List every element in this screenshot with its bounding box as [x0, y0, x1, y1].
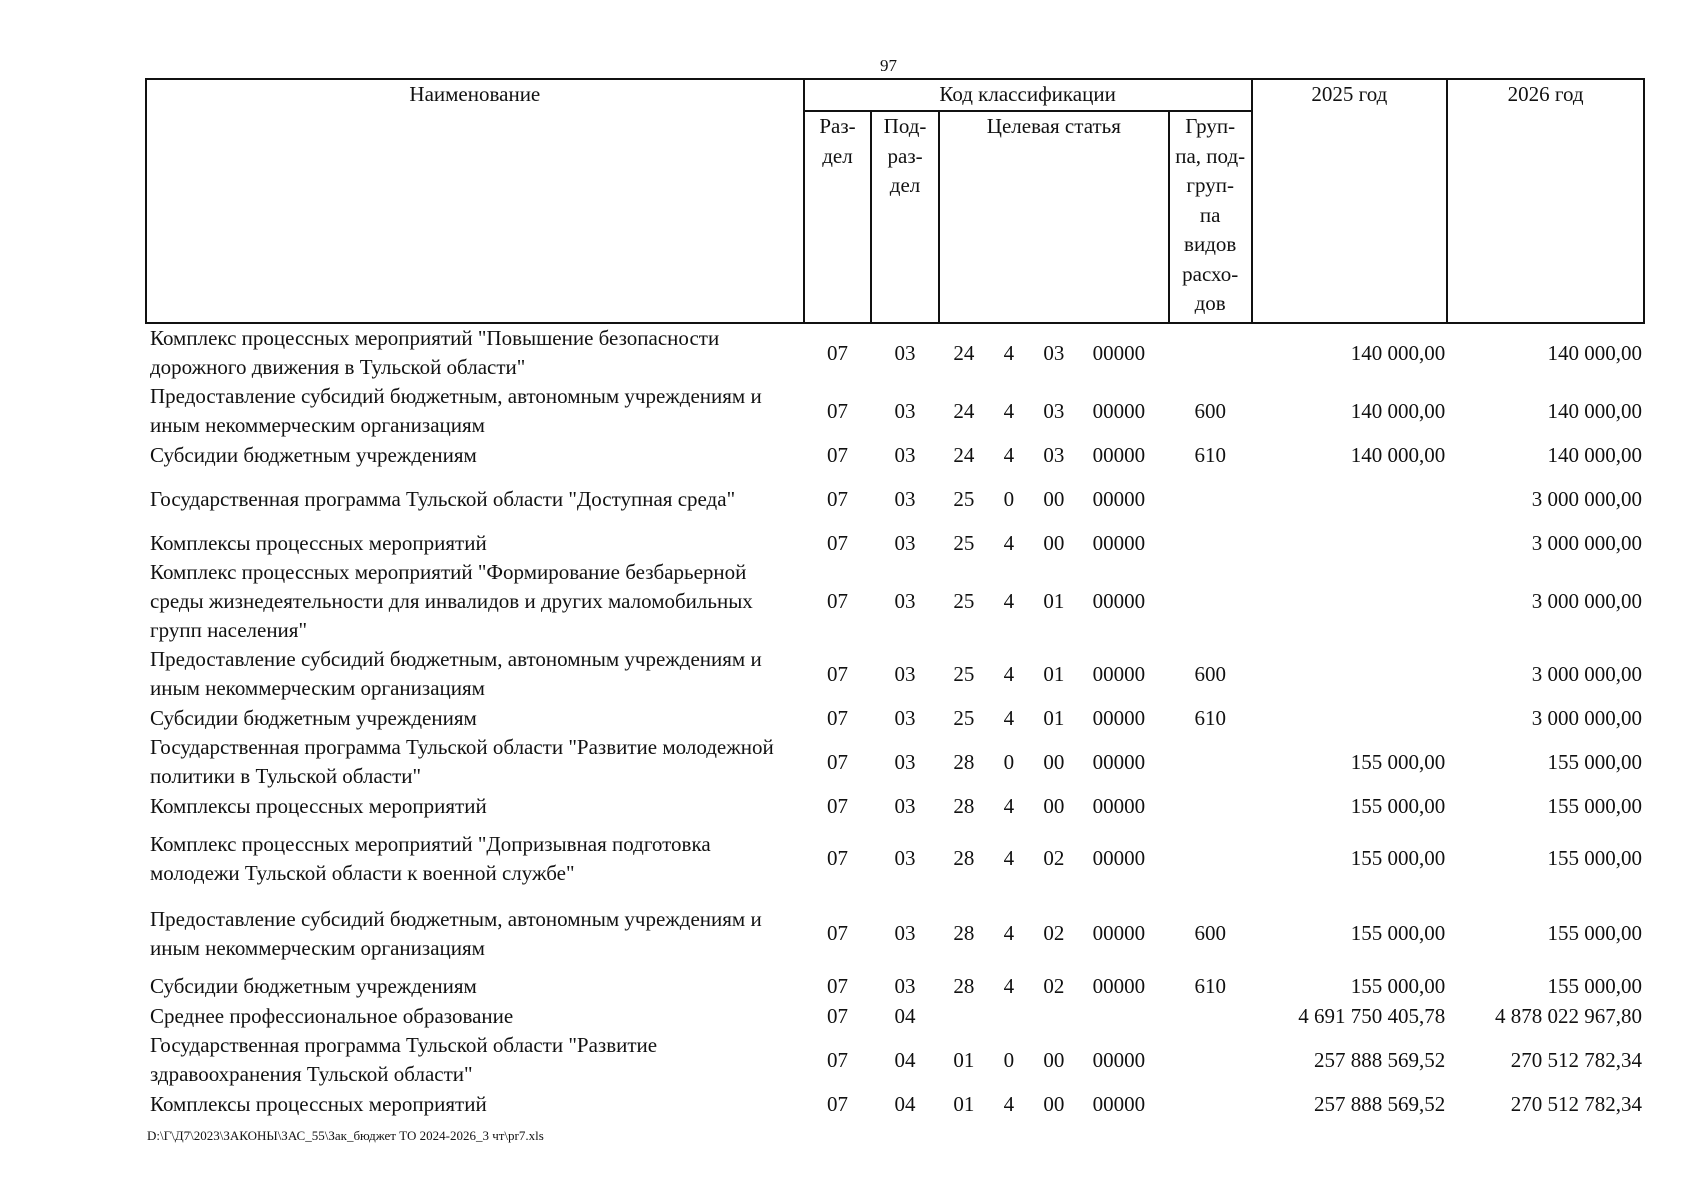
- target-article-part: 0: [1003, 749, 1015, 774]
- row-section: 07: [826, 589, 848, 613]
- row-section: 07: [826, 340, 848, 365]
- row-subsection: 03: [894, 442, 916, 467]
- target-article-part: 28: [953, 846, 975, 870]
- row-amount-2026: 3 000 000,00: [1531, 661, 1642, 686]
- row-target-article: [939, 791, 1169, 821]
- target-article-part: 00000: [1092, 1047, 1146, 1072]
- row-expense-group: [1169, 470, 1252, 528]
- row-expense-group: [1169, 558, 1252, 645]
- row-name: Государственная программа Тульской области "Развитие молодежной политики в Тульской области": [150, 735, 774, 788]
- row-amount-2026: 4 878 022 967,80: [1495, 1003, 1642, 1028]
- row-subsection: 03: [894, 705, 916, 730]
- table-row: [146, 323, 1644, 382]
- target-article-part: 28: [953, 749, 975, 774]
- target-article-part: 28: [953, 973, 975, 998]
- target-article-part: 00: [1043, 530, 1065, 555]
- row-target-article: [939, 528, 1169, 558]
- row-name: Предоставление субсидий бюджетным, автономным учреждениям и иным некоммерческим организациям: [150, 906, 762, 960]
- row-name: Комплексы процессных мероприятий: [150, 1091, 487, 1116]
- row-expense-group: [1169, 323, 1252, 382]
- row-amount-2026: 155 000,00: [1547, 749, 1642, 774]
- row-amount-2025: 257 888 569,52: [1313, 1047, 1446, 1072]
- row-target-article: [939, 440, 1169, 470]
- page-number: 97: [880, 56, 897, 75]
- header-expense-group-label: Груп- па, под- груп- па видов расхо- дов: [1175, 114, 1246, 315]
- row-amount-2026: 140 000,00: [1547, 398, 1642, 423]
- target-article-part: 03: [1043, 442, 1065, 467]
- table-row: [146, 440, 1644, 470]
- table-row: [146, 896, 1644, 971]
- row-subsection: 03: [894, 340, 916, 365]
- target-article-part: 01: [1043, 661, 1065, 686]
- row-expense-group: 600: [1194, 661, 1226, 686]
- row-subsection: 04: [894, 1003, 916, 1028]
- target-article-part: 28: [953, 921, 975, 945]
- row-amount-2026: 3 000 000,00: [1531, 589, 1642, 613]
- row-section: 07: [826, 973, 848, 998]
- target-article-part: 4: [1003, 793, 1015, 818]
- target-article-part: 4: [1003, 973, 1015, 998]
- row-name: Субсидии бюджетным учреждениям: [150, 442, 477, 467]
- row-amount-2025: 155 000,00: [1350, 749, 1446, 774]
- table-row: [146, 645, 1644, 703]
- target-article-part: 00: [1043, 1091, 1065, 1116]
- row-section: 07: [826, 442, 848, 467]
- table-row: [146, 558, 1644, 645]
- row-target-article: [939, 1031, 1169, 1089]
- header-year-2026: 2026 год: [1447, 79, 1644, 323]
- row-section: 07: [826, 661, 848, 686]
- target-article-part: 24: [953, 340, 975, 365]
- row-target-article: [939, 470, 1169, 528]
- target-article-part: 25: [953, 661, 975, 686]
- row-expense-group: 610: [1194, 973, 1226, 998]
- row-name: Субсидии бюджетным учреждениям: [150, 705, 477, 730]
- row-subsection: 03: [894, 973, 916, 998]
- target-article-part: 00000: [1092, 973, 1146, 998]
- row-name: Предоставление субсидий бюджетным, автономным учреждениям и иным некоммерческим организациям: [150, 384, 762, 437]
- row-subsection: 03: [894, 921, 916, 945]
- budget-table: [145, 78, 1645, 1119]
- target-article-part: 4: [1003, 705, 1015, 730]
- row-amount-2025: 140 000,00: [1350, 398, 1446, 423]
- header-subsection-label: Под- раз- дел: [883, 114, 927, 197]
- header-year-2025: 2025 год: [1252, 79, 1448, 323]
- row-subsection: 03: [894, 486, 916, 511]
- header-section-label: Раз- дел: [819, 114, 856, 168]
- target-article-part: 00: [1043, 749, 1065, 774]
- row-subsection: 03: [894, 661, 916, 686]
- header-subsection: [871, 111, 939, 323]
- target-article-part: 00000: [1092, 340, 1146, 365]
- row-section: 07: [826, 793, 848, 818]
- row-section: 07: [826, 486, 848, 511]
- row-target-article: [939, 703, 1169, 733]
- table-row: [146, 703, 1644, 733]
- row-target-article: [939, 382, 1169, 440]
- target-article-part: 00: [1043, 486, 1065, 511]
- row-amount-2025: [1252, 470, 1448, 528]
- row-section: 07: [826, 921, 848, 945]
- target-article-part: 01: [1043, 589, 1065, 613]
- row-expense-group: [1169, 733, 1252, 791]
- row-amount-2025: 4 691 750 405,78: [1298, 1003, 1446, 1028]
- row-subsection: 03: [894, 398, 916, 423]
- table-row: [146, 821, 1644, 896]
- row-target-article: [939, 558, 1169, 645]
- target-article-part: 0: [1003, 486, 1015, 511]
- header-target-article: Целевая статья: [939, 111, 1169, 323]
- row-target-article: [939, 821, 1169, 896]
- table-header: [146, 79, 1644, 323]
- row-expense-group: 600: [1194, 921, 1226, 945]
- row-target-article: [939, 896, 1169, 971]
- target-article-part: 00000: [1092, 486, 1146, 511]
- target-article-part: 00000: [1092, 661, 1146, 686]
- target-article-part: 4: [1003, 530, 1015, 555]
- target-article-part: 02: [1043, 846, 1065, 870]
- target-article-part: 00000: [1092, 793, 1146, 818]
- row-section: 07: [826, 1091, 848, 1116]
- row-amount-2025: 155 000,00: [1350, 973, 1446, 998]
- target-article-part: 00000: [1092, 589, 1146, 613]
- target-article-part: 01: [1043, 705, 1065, 730]
- row-amount-2025: [1252, 645, 1448, 703]
- header-section: [804, 111, 872, 323]
- row-subsection: 03: [894, 530, 916, 555]
- row-amount-2026: 155 000,00: [1547, 921, 1642, 945]
- target-article-part: 01: [953, 1047, 975, 1072]
- table-row: [146, 791, 1644, 821]
- row-expense-group: [1169, 1089, 1252, 1119]
- table-row: [146, 528, 1644, 558]
- row-amount-2025: 257 888 569,52: [1313, 1091, 1446, 1116]
- row-subsection: 04: [894, 1091, 916, 1116]
- target-article-part: 24: [953, 398, 975, 423]
- row-name: Среднее профессиональное образование: [150, 1003, 514, 1028]
- row-amount-2026: 270 512 782,34: [1510, 1047, 1642, 1072]
- target-article-part: 00000: [1092, 705, 1146, 730]
- target-article-part: 00000: [1092, 749, 1146, 774]
- target-article-part: 28: [953, 793, 975, 818]
- row-section: 07: [826, 398, 848, 423]
- row-name: Государственная программа Тульской области "Доступная среда": [150, 486, 736, 511]
- table-row: [146, 971, 1644, 1001]
- header-name: Наименование: [146, 79, 804, 323]
- row-expense-group: [1169, 821, 1252, 896]
- target-article-part: 4: [1003, 661, 1015, 686]
- target-article-part: 4: [1003, 846, 1015, 870]
- row-expense-group: [1169, 791, 1252, 821]
- target-article-part: 25: [953, 705, 975, 730]
- row-amount-2025: 140 000,00: [1350, 442, 1446, 467]
- row-expense-group: 600: [1194, 398, 1226, 423]
- row-expense-group: [1169, 1001, 1252, 1031]
- row-expense-group: [1169, 528, 1252, 558]
- target-article-part: 00000: [1092, 530, 1146, 555]
- row-section: 07: [826, 846, 848, 870]
- row-expense-group: [1169, 1031, 1252, 1089]
- table-row: [146, 470, 1644, 528]
- row-name: Комплекс процессных мероприятий "Повышение безопасности дорожного движения в Тульской области": [150, 326, 720, 379]
- row-amount-2025: 155 000,00: [1350, 921, 1446, 945]
- row-amount-2025: [1252, 558, 1448, 645]
- row-subsection: 03: [894, 846, 916, 870]
- row-section: 07: [826, 1047, 848, 1072]
- row-target-article: [939, 323, 1169, 382]
- header-classification: Код классификации: [804, 79, 1252, 111]
- target-article-part: 4: [1003, 1091, 1015, 1116]
- target-article-part: 00: [1043, 793, 1065, 818]
- table-row: [146, 1031, 1644, 1089]
- row-section: 07: [826, 530, 848, 555]
- row-section: 07: [826, 1003, 848, 1028]
- row-subsection: 04: [894, 1047, 916, 1072]
- target-article-part: 03: [1043, 398, 1065, 423]
- row-target-article: [939, 971, 1169, 1001]
- target-article-part: 00000: [1092, 442, 1146, 467]
- row-expense-group: 610: [1194, 442, 1226, 467]
- table-row: [146, 382, 1644, 440]
- row-amount-2026: 3 000 000,00: [1531, 705, 1642, 730]
- row-subsection: 03: [894, 749, 916, 774]
- target-article-part: 4: [1003, 589, 1015, 613]
- target-article-part: 25: [953, 530, 975, 555]
- table-row: [146, 733, 1644, 791]
- target-article-part: 00: [1043, 1047, 1065, 1072]
- target-article-part: 01: [953, 1091, 975, 1116]
- row-subsection: 03: [894, 793, 916, 818]
- row-subsection: 03: [894, 589, 916, 613]
- row-target-article: [939, 645, 1169, 703]
- row-amount-2026: 155 000,00: [1547, 846, 1642, 870]
- row-section: 07: [826, 705, 848, 730]
- footer-file-path: D:\Г\Д7\2023\ЗАКОНЫ\ЗАС_55\Зак_бюджет ТО 2024-2026_3 чт\pr7.xls: [147, 1128, 544, 1143]
- row-amount-2026: 140 000,00: [1547, 340, 1642, 365]
- row-name: Комплекс процессных мероприятий "Формирование безбарьерной среды жизнедеятельности для инвалидов и других маломобильных групп населения": [150, 560, 753, 642]
- target-article-part: 4: [1003, 921, 1015, 945]
- target-article-part: 0: [1003, 1047, 1015, 1072]
- row-amount-2025: 140 000,00: [1350, 340, 1446, 365]
- target-article-part: 4: [1003, 398, 1015, 423]
- row-amount-2026: 140 000,00: [1547, 442, 1642, 467]
- row-target-article: [939, 1001, 1169, 1031]
- table-body: [146, 323, 1644, 1119]
- row-amount-2026: 155 000,00: [1547, 973, 1642, 998]
- row-amount-2026: 270 512 782,34: [1510, 1091, 1642, 1116]
- target-article-part: 00000: [1092, 1091, 1146, 1116]
- target-article-part: 4: [1003, 442, 1015, 467]
- target-article-part: 4: [1003, 340, 1015, 365]
- target-article-part: 02: [1043, 921, 1065, 945]
- row-name: Предоставление субсидий бюджетным, автономным учреждениям и иным некоммерческим организациям: [150, 647, 762, 700]
- row-name: Комплексы процессных мероприятий: [150, 530, 487, 555]
- row-name: Комплексы процессных мероприятий: [150, 793, 487, 818]
- row-section: 07: [826, 749, 848, 774]
- row-amount-2025: [1252, 528, 1448, 558]
- target-article-part: 24: [953, 442, 975, 467]
- row-name: Комплекс процессных мероприятий "Допризывная подготовка молодежи Тульской области к военной службе": [150, 831, 711, 885]
- table-row: [146, 1089, 1644, 1119]
- target-article-part: 03: [1043, 340, 1065, 365]
- row-amount-2025: [1252, 703, 1448, 733]
- target-article-part: 00000: [1092, 921, 1146, 945]
- header-expense-group: [1169, 111, 1252, 323]
- target-article-part: 00000: [1092, 846, 1146, 870]
- target-article-part: 00000: [1092, 398, 1146, 423]
- row-expense-group: 610: [1194, 705, 1226, 730]
- row-amount-2026: 3 000 000,00: [1531, 486, 1642, 511]
- row-target-article: [939, 1089, 1169, 1119]
- row-name: Субсидии бюджетным учреждениям: [150, 973, 477, 998]
- row-amount-2026: 3 000 000,00: [1531, 530, 1642, 555]
- row-target-article: [939, 733, 1169, 791]
- row-amount-2025: 155 000,00: [1350, 846, 1446, 870]
- row-amount-2025: 155 000,00: [1350, 793, 1446, 818]
- target-article-part: 25: [953, 589, 975, 613]
- target-article-part: 02: [1043, 973, 1065, 998]
- row-name: Государственная программа Тульской области "Развитие здравоохранения Тульской области": [150, 1033, 658, 1086]
- table-row: [146, 1001, 1644, 1031]
- row-amount-2026: 155 000,00: [1547, 793, 1642, 818]
- target-article-part: 25: [953, 486, 975, 511]
